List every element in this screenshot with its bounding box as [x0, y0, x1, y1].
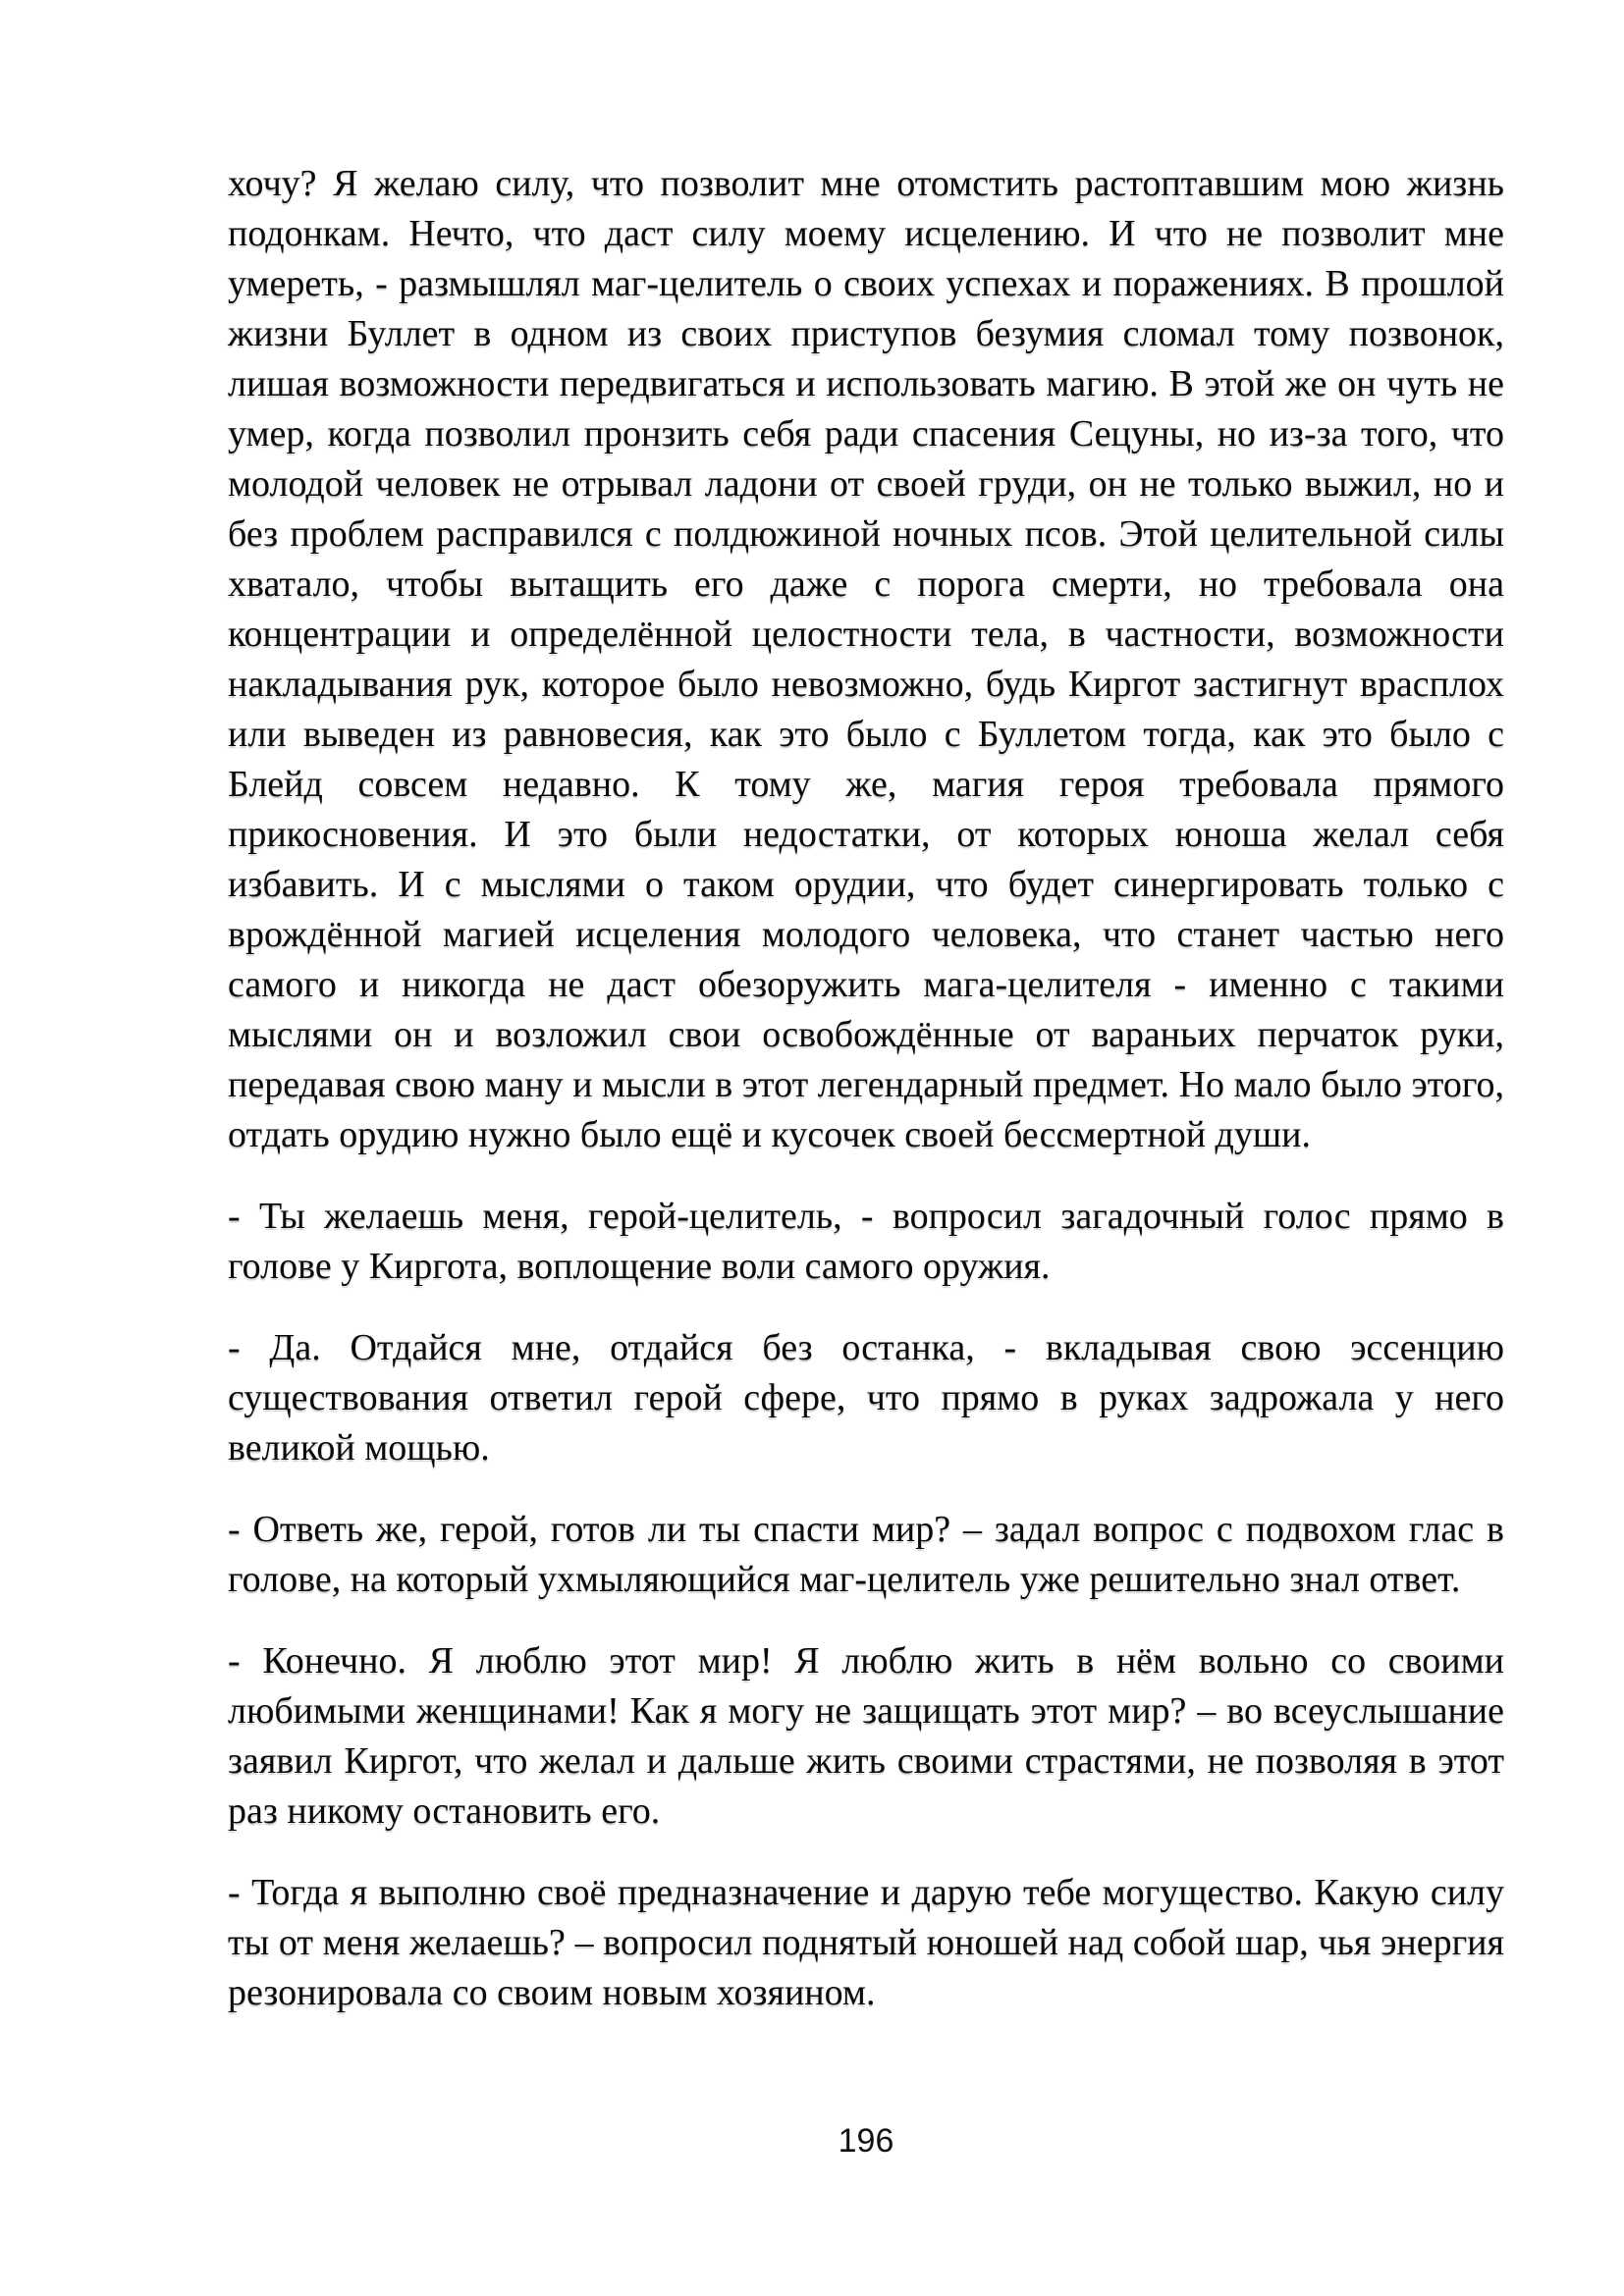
- paragraph-5: - Конечно. Я люблю этот мир! Я люблю жить в нём вольно со своими любимыми женщинами! Как я могу не защищать этот мир? – во всеуслышание заявил Киргот, что желал и дальше жить своими страстями, не позволяя в этот раз никому остановить его.: [228, 1640, 1504, 1832]
- paragraph-4: - Ответь же, герой, готов ли ты спасти мир? – задал вопрос с подвохом глас в голове, на который ухмыляющийся маг-целитель уже решительно знал ответ.: [228, 1509, 1504, 1600]
- paragraph-6: - Тогда я выполню своё предназначение и дарую тебе могущество. Какую силу ты от меня желаешь? – вопросил поднятый юношей над собой шар, чья энергия резонировала со своим новым хозяином.: [228, 1872, 1504, 2013]
- text-block: [228, 159, 1504, 2050]
- page-number: 196: [838, 2122, 894, 2160]
- paragraph-3: - Да. Отдайся мне, отдайся без останка, - вкладывая свою эссенцию существования ответил герой сфере, что прямо в руках задрожала у него великой мощью.: [228, 1327, 1504, 1468]
- paragraph-1: хочу? Я желаю силу, что позволит мне отомстить растоптавшим мою жизнь подонкам. Нечто, что даст силу моему исцелению. И что не позволит мне умереть, - размышлял маг-целитель о своих успехах и поражениях. В прошлой жизни Буллет в одном из своих приступов безумия сломал тому позвонок, лишая возможности передвигаться и использовать магию. В этой же он чуть не умер, когда позволил пронзить себя ради спасения Сецуны, но из-за того, что молодой человек не отрывал ладони от своей груди, он не только выжил, но и без проблем расправился с полдюжиной ночных псов. Этой целительной силы хватало, чтобы вытащить его даже с порога смерти, но требовала она концентрации и определённой целостности тела, в частности, возможности накладывания рук, которое было невозможно, будь Киргот застигнут врасплох или выведен из равновесия, как это было с Буллетом тогда, как это было с Блейд совсем недавно. К тому же, магия героя требовала прямого прикосновения. И это были недостатки, от которых юноша желал себя избавить. И с мыслями о таком орудии, что будет синергировать только с врождённой магией исцеления молодого человека, что станет частью него самого и никогда не даст обезоружить мага-целителя - именно с такими мыслями он и возложил свои освобождённые от вараньих перчаток руки, передавая свою ману и мысли в этот легендарный предмет. Но мало было этого, отдать орудию нужно было ещё и кусочек своей бессмертной души.: [228, 163, 1504, 1155]
- paragraph-2: - Ты желаешь меня, герой-целитель, - вопросил загадочный голос прямо в голове у Киргота, воплощение воли самого оружия.: [228, 1196, 1504, 1287]
